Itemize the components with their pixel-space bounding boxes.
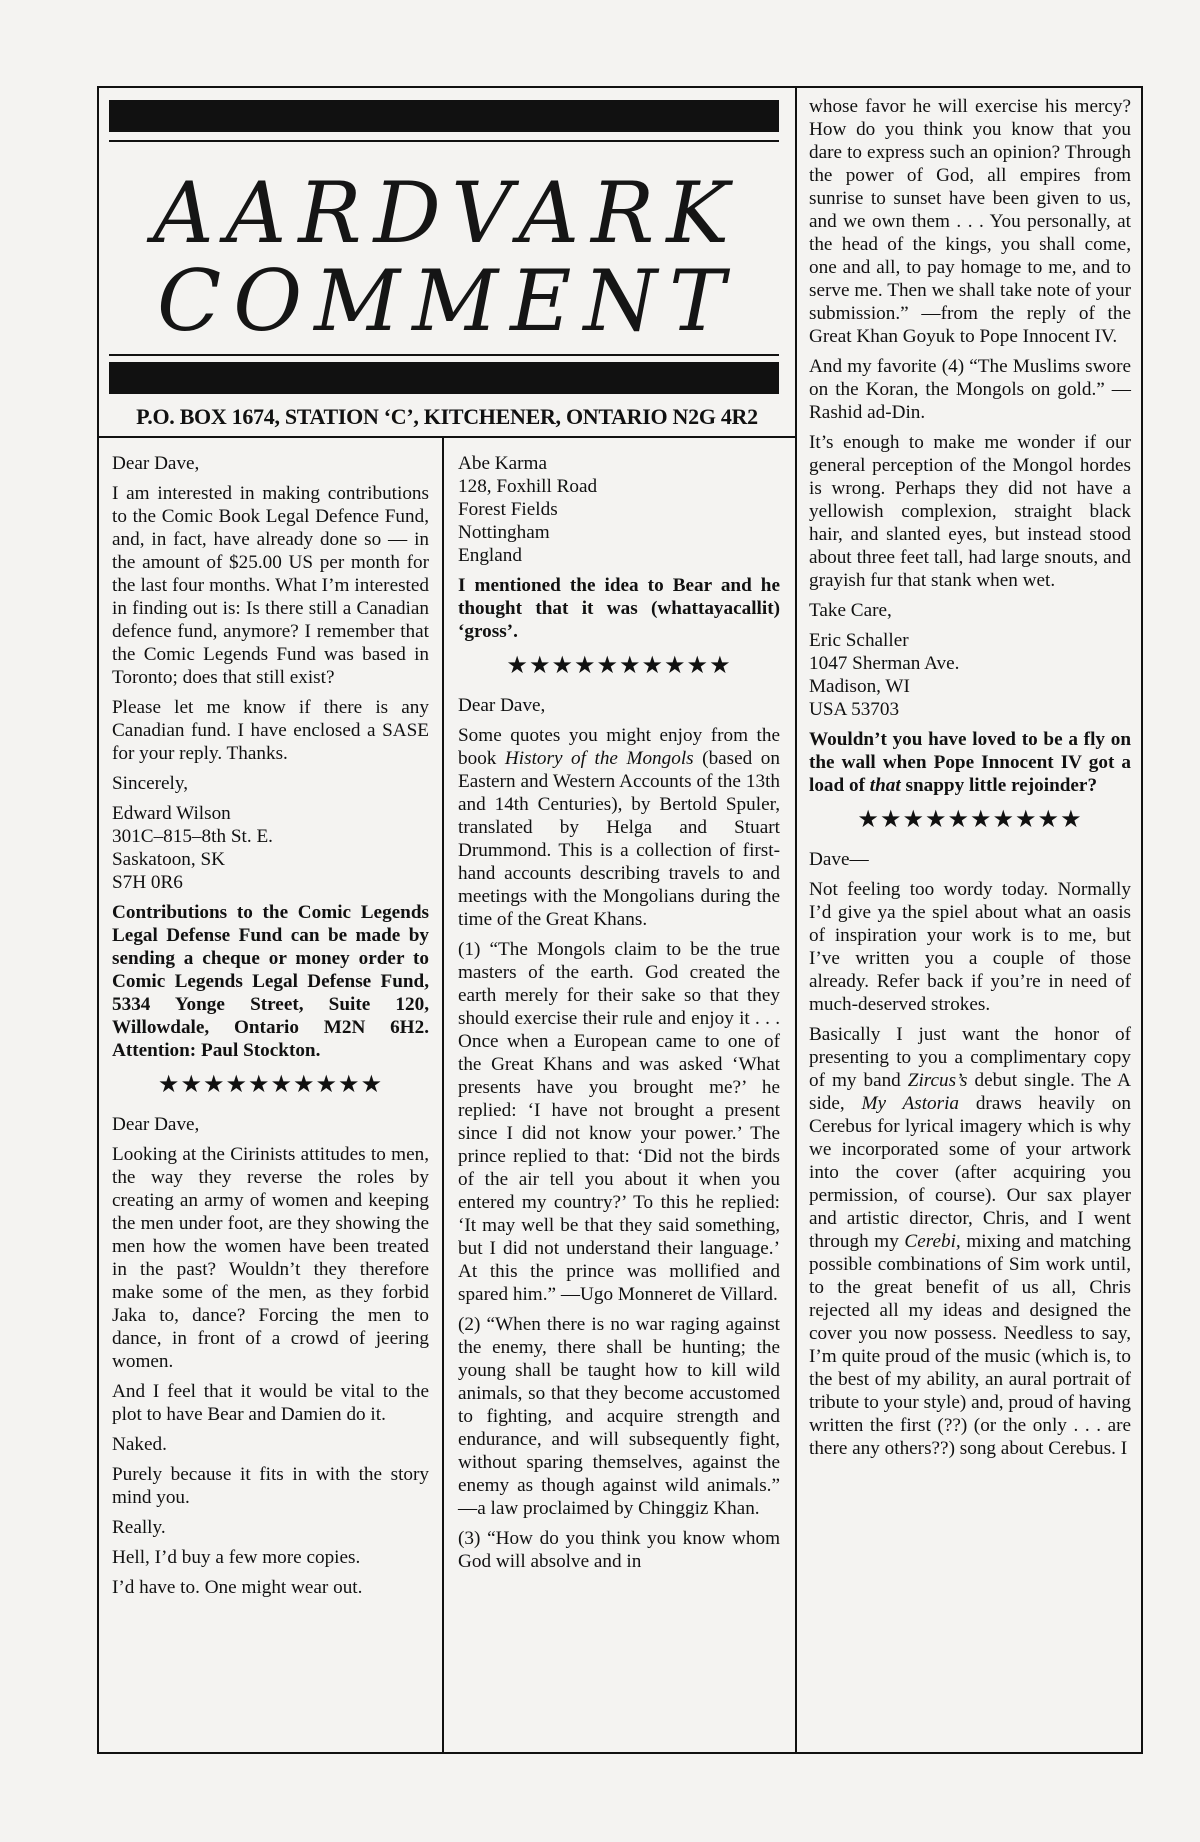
logo-line-aardvark: AARDVARK bbox=[152, 164, 742, 262]
text-run: snappy little rejoinder? bbox=[900, 775, 1098, 796]
letter-paragraph: And my favorite (4) “The Muslims swore on the Koran, the Mongols on gold.” —Rashid ad-Din. bbox=[809, 356, 1131, 423]
star-divider: ★★★★★★★★★★ bbox=[857, 807, 1083, 833]
text-run: Basically I just want the honor of presenting to you a complimentary copy of my band bbox=[809, 1024, 1131, 1091]
column-2 bbox=[458, 452, 780, 1580]
quote-continuation: whose favor he will exercise his mercy? How do you think you know that you dare to express such an opinion? Through the power of God, all empires from sunrise to sunset have been given to us, and we own them . . . You personally, at the head of the kings, you shall come, one and all, to pay homage to me, and to serve me. Then we shall take note of your submission.” —from the reply of the Great Khan Goyuk to Pope Innocent IV. bbox=[809, 96, 1131, 347]
salutation: Dear Dave, bbox=[112, 453, 200, 474]
address-line: 1047 Sherman Ave. bbox=[809, 653, 960, 674]
address-line: USA 53703 bbox=[809, 699, 900, 720]
emphasis: that bbox=[869, 775, 901, 796]
masthead-bar-top bbox=[109, 100, 779, 132]
sender-address bbox=[809, 629, 1131, 721]
letter-paragraph: I am interested in making contributions to the Comic Book Legal Defence Fund, and, in fact, have already done so — in the amount of $25.00 US per month for the last four months. What I’m interested in finding out is: Is there still a Canadian defence fund, anymore? I remember that the Comic Legends Fund was based in Toronto; does that still exist? bbox=[112, 483, 429, 688]
address-line: Eric Schaller bbox=[809, 630, 909, 651]
quote-paragraph: (1) “The Mongols claim to be the true masters of the earth. God created the earth merely for their sake so that they should exercise their rule and enjoy it . . . Once when a European came to one of the Great Khans and was asked ‘What presents have you brought me?’ he replied: ‘I have not brought a present since I did not know your power.’ The prince replied to that: ‘Did not the birds of the air tell you about it when you entered my country?’ To this he replied: ‘It may well be that they said something, but I did not understand their language.’ At this the prince was mollified and spared him.” —Ugo Monneret de Villard. bbox=[458, 939, 780, 1305]
masthead-rule-top bbox=[109, 140, 779, 142]
letter-paragraph: I’d have to. One might wear out. bbox=[112, 1577, 363, 1598]
address-line: Nottingham bbox=[458, 522, 550, 543]
star-divider: ★★★★★★★★★★ bbox=[506, 653, 732, 679]
letter-paragraph: It’s enough to make me wonder if our general perception of the Mongol hordes is wrong. Perhaps they did not have a yellowish complexion, straight black hair, and slanted eyes, but instead stood about three feet tall, had large snouts, and grayish fur that stank when wet. bbox=[809, 432, 1131, 591]
salutation: Dear Dave, bbox=[112, 1114, 200, 1135]
letter-paragraph: Naked. bbox=[112, 1434, 167, 1455]
masthead-bar-bottom bbox=[109, 362, 779, 394]
mailing-address: P.O. BOX 1674, STATION ‘C’, KITCHENER, ONTARIO N2G 4R2 bbox=[136, 404, 758, 429]
sender-address bbox=[112, 802, 429, 894]
text-run: debut single. The A side, bbox=[809, 1070, 1131, 1114]
letter-paragraph: Really. bbox=[112, 1517, 166, 1538]
letter-paragraph bbox=[458, 724, 780, 931]
letter-paragraph: Not feeling too wordy today. Normally I’d give ya the spiel about what an oasis of inspiration your work is to me, but I’ve written you a couple of those already. Refer back if you’re in need of much-deserved strokes. bbox=[809, 879, 1131, 1015]
salutation: Dave— bbox=[809, 849, 869, 870]
book-title: History of the Mongols bbox=[504, 748, 694, 769]
text-run: Wouldn’t you have loved to be a fly on the wall when Pope Innocent IV got a load of bbox=[809, 729, 1131, 796]
closing: Sincerely, bbox=[112, 773, 189, 794]
sender-address bbox=[458, 452, 780, 567]
address-line: 128, Foxhill Road bbox=[458, 476, 598, 497]
editor-reply bbox=[809, 728, 1131, 797]
masthead bbox=[97, 86, 797, 438]
star-divider: ★★★★★★★★★★ bbox=[157, 1072, 384, 1098]
text-run: Some quotes you might enjoy from the book bbox=[458, 725, 780, 769]
closing: Take Care, bbox=[809, 600, 892, 621]
address-line: Abe Karma bbox=[458, 453, 547, 474]
column-rule-1 bbox=[442, 438, 444, 1754]
salutation: Dear Dave, bbox=[458, 695, 546, 716]
logo-line-comment: COMMENT bbox=[156, 252, 737, 350]
letter-paragraph: Looking at the Cirinists attitudes to men, the way they reverse the roles by creating an army of women and keeping the men under foot, are they showing the men how the women have been treated in the past? Wouldn’t they therefore make some of the men, as they forbid Jaka to, dance? Forcing the men to dance, in front of a crowd of jeering women. bbox=[112, 1144, 429, 1372]
column-1 bbox=[112, 452, 429, 1606]
address-line: England bbox=[458, 545, 522, 566]
address-line: 301C–815–8th St. E. bbox=[112, 826, 273, 847]
text-run: mixing and matching possible combinations of Sim work until, to the great benefit of us all, Chris rejected all my ideas and designed the cover you now possess. Needless to say, I’m quite proud of the music (which is, to the best of my ability, an aural portrait of tribute to your style) and, proud of having written the first (??) (or the only . . . are there any others??) song about Cerebus. I bbox=[809, 1231, 1131, 1459]
quote-paragraph: (2) “When there is no war raging against the enemy, there shall be hunting; the young shall be taught how to kill wild animals, so that they become accustomed to fighting, and acquire strength and endurance, and will subsequently fight, without sparing themselves, against the enemy as though against wild animals.” —a law proclaimed by Chinggiz Khan. bbox=[458, 1314, 780, 1519]
letter-paragraph bbox=[809, 1023, 1131, 1460]
address-line: Edward Wilson bbox=[112, 803, 231, 824]
song-title: My Astoria bbox=[861, 1093, 960, 1114]
editor-reply: Contributions to the Comic Legends Legal Defense Fund can be made by sending a cheque or money order to Comic Legends Legal Defense Fund, 5334 Yonge Street, Suite 120, Willowdale, Ontario M2N 6H2. Attention: Paul Stockton. bbox=[112, 902, 429, 1061]
quote-paragraph: (3) “How do you think you know whom God will absolve and in bbox=[458, 1528, 780, 1572]
text-run: (based on Eastern and Western Accounts of the 13th and 14th Centuries), by Bertold Spuler, translated by Helga and Stuart Drummond. This is a collection of first-hand accounts describing travels to and meetings with the Mongolians during the time of the Great Khans. bbox=[458, 748, 780, 930]
letter-paragraph: Please let me know if there is any Canadian fund. I have enclosed a SASE for your reply. Thanks. bbox=[112, 697, 429, 764]
letter-paragraph: And I feel that it would be vital to the plot to have Bear and Damien do it. bbox=[112, 1381, 429, 1425]
editor-reply: I mentioned the idea to Bear and he thought that it was (whattayacallit) ‘gross’. bbox=[458, 575, 780, 642]
letter-paragraph: Purely because it fits in with the story mind you. bbox=[112, 1464, 429, 1508]
band-name: Zircus’s bbox=[907, 1070, 968, 1091]
masthead-rule-bottom bbox=[109, 354, 779, 356]
address-line: Madison, WI bbox=[809, 676, 910, 697]
letter-paragraph: Hell, I’d buy a few more copies. bbox=[112, 1547, 361, 1568]
address-line: Forest Fields bbox=[458, 499, 558, 520]
book-title: Cerebi, bbox=[904, 1231, 961, 1252]
column-3 bbox=[809, 95, 1131, 1467]
address-line: Saskatoon, SK bbox=[112, 849, 225, 870]
address-line: S7H 0R6 bbox=[112, 872, 183, 893]
text-run: draws heavily on Cerebus for lyrical imagery which is why we incorporated some of your artwork into the cover (after acquiring you permission, of course). Our sax player and artistic director, Chris, and I went through my bbox=[809, 1093, 1131, 1252]
